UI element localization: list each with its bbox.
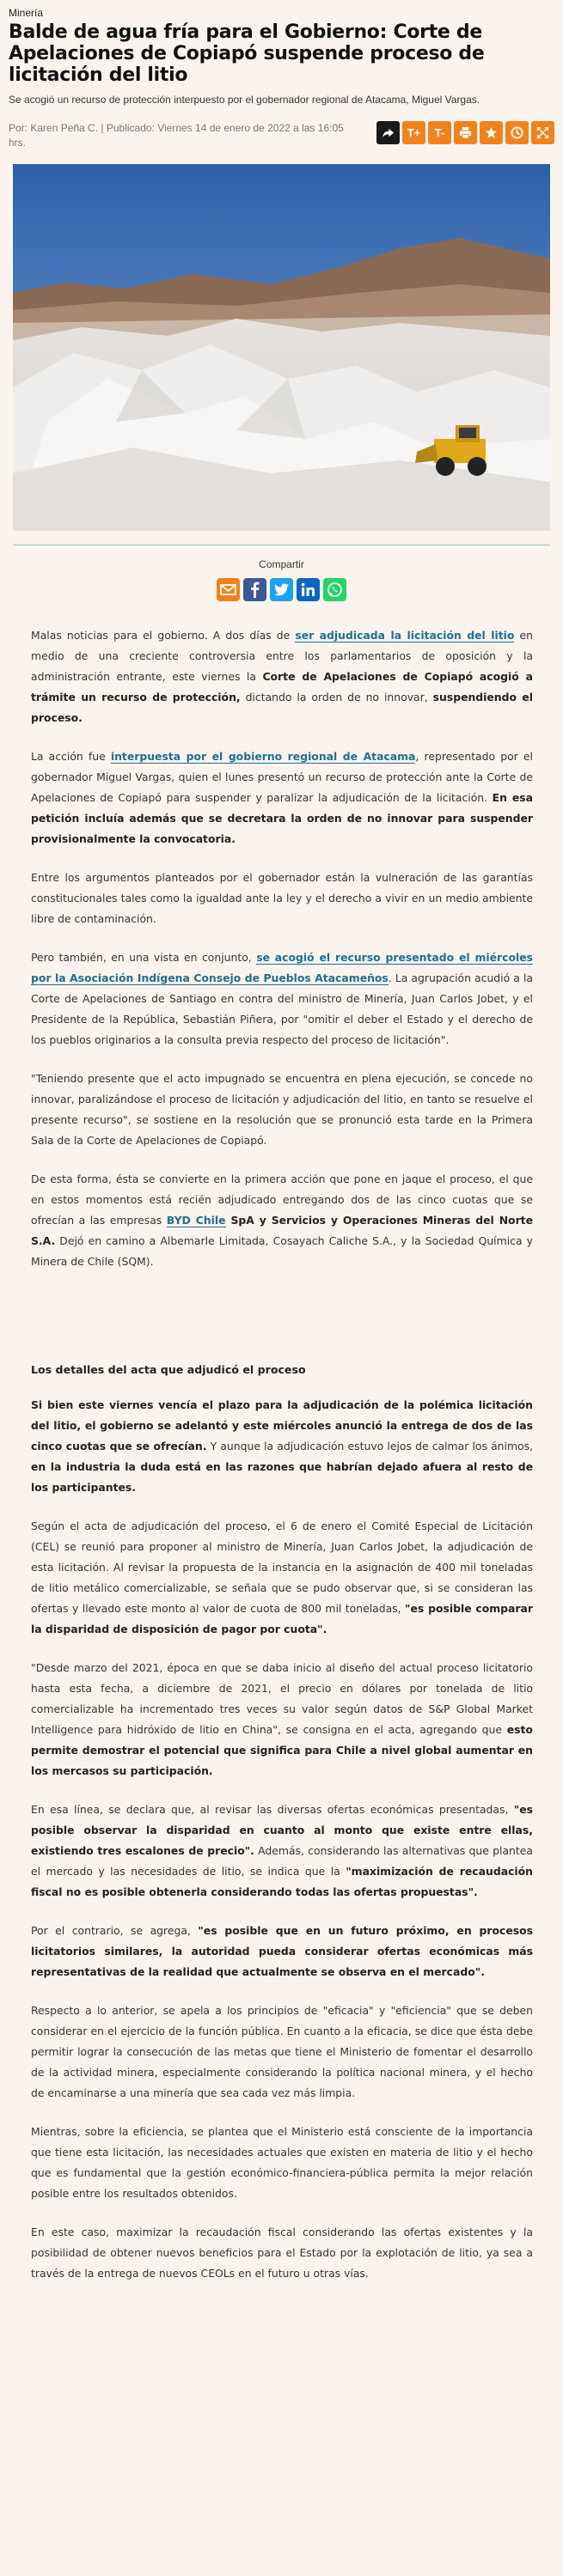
- facebook-share-button[interactable]: [243, 578, 266, 601]
- article-toolbar: [376, 121, 554, 144]
- facebook-icon: [243, 578, 266, 601]
- byline: Por: Karen Peña C. | Publicado: Viernes 14 de enero de 2022 a las 16:05 hrs.: [9, 122, 344, 149]
- share-arrow-icon: [382, 126, 395, 139]
- paragraph: Respecto a lo anterior, se apela a los principios de "eficacia" y "eficiencia" que se deben considerar en el ejercicio de la función pública. En cuanto a la eficacia, se dice que ésta debe permitir lograr la consecución de las metas que tiene el Ministerio de fomentar el desarrollo de la actividad minera, especialmente considerando la política nacional minera, y el hecho de encaminarse a una minería que sea cada vez más limpia.: [31, 2004, 533, 2099]
- paragraph: Pero también, en una vista en conjunto, se acogió el recurso presentado el miércoles por la Asociación Indígena Consejo de Pueblos Atacameños. La agrupación acudió a la Corte de Apelaciones de Santiago en contra del ministro de Minería, Juan Carlos Jobet, y el Presidente de la República, Sebastián Piñera, por "omitir el deber el Estado y el derecho de los pueblos originarios a la consulta previa respecto del proceso de licitación".: [31, 951, 533, 1046]
- article-body: [0, 625, 563, 2284]
- history-button[interactable]: [505, 121, 529, 144]
- print-button[interactable]: [454, 121, 477, 144]
- inline-link[interactable]: BYD Chile: [166, 1214, 226, 1227]
- paragraph: "Desde marzo del 2021, época en que se daba inicio al diseño del actual proceso licitatorio hasta esta fecha, a diciembre de 2021, el precio en dólares por tonelada de litio comercializable ha incrementado tres veces su valor según datos de S&P Global Market Intelligence para hidróxido de litio en China", se consigna en el acta, agregando que esto permite demostrar el potencial que significa para Chile a nivel global aumentar en los mercasos su participación.: [31, 1661, 533, 1777]
- star-icon: [485, 126, 498, 139]
- email-icon: [217, 578, 240, 601]
- paragraph: "Teniendo presente que el acto impugnado se encuentra en plena ejecución, se concede no innovar, paralizándose el proceso de licitación y adjudicación del litio, en tanto se resuelve el presente recurso", se sostiene en la resolución que se pronunció esta tarde en la Primera Sala de la Corte de Apelaciones de Copiapó.: [31, 1072, 533, 1147]
- paragraph: Por el contrario, se agrega, "es posible que en un futuro próximo, en procesos licitatorios similares, la autoridad pueda considerar ofertas económicas más representativas de la realidad que actualmente se observa en el mercado".: [31, 1924, 533, 1978]
- twitter-share-button[interactable]: [270, 578, 293, 601]
- share-block: [0, 558, 563, 601]
- whatsapp-share-button[interactable]: [323, 578, 346, 601]
- article-header: [0, 0, 563, 150]
- paragraph: De esta forma, ésta se convierte en la primera acción que pone en jaque el proceso, el que en estos momentos está recién adjudicado entregando dos de las cinco cuotas que se ofrecían a las empresas BYD Chile SpA y Servicios y Operaciones Mineras del Norte S.A. Dejó en camino a Albemarle Limitada, Cosayach Caliche S.A., y la Sociedad Química y Minera de Chile (SQM).: [31, 1172, 534, 1268]
- expand-icon: [536, 126, 549, 139]
- share-label: Compartir: [259, 558, 304, 570]
- meta-row: [9, 121, 554, 150]
- share-icons: [0, 578, 563, 601]
- font-decrease-button[interactable]: T-: [428, 121, 451, 144]
- salt-flat-photo: [13, 164, 550, 531]
- inline-link[interactable]: interpuesta por el gobierno regional de Atacama: [110, 750, 416, 763]
- whatsapp-icon: [323, 578, 346, 601]
- font-increase-button[interactable]: T+: [402, 121, 425, 144]
- clock-icon: [511, 126, 523, 139]
- fullscreen-button[interactable]: [531, 121, 554, 144]
- subtitle: Se acogió un recurso de protección interpuesto por el gobernador regional de Atacama, Miguel Vargas.: [9, 94, 480, 106]
- paragraph: Si bien este viernes vencía el plazo para la adjudicación de la polémica licitación del litio, el gobierno se adelantó y este miércoles anunció la entrega de dos de las cinco cuotas que se ofrecían. Y aunque la adjudicación estuvo lejos de calmar los ánimos, en la industria la duda está en las razones que habrían dejado afuera al resto de los participantes.: [31, 1398, 534, 1494]
- ad-spacer: [31, 1290, 533, 1363]
- twitter-icon: [270, 578, 293, 601]
- favorite-button[interactable]: [480, 121, 503, 144]
- paragraph: Malas noticias para el gobierno. A dos días de ser adjudicada la licitación del litio en medio de una creciente controversia entre los parlamentarios de oposición y la administración entrante, este viernes la Corte de Apelaciones de Copiapó acogió a trámite un recurso de protección, dictando la orden de no innovar, suspendiendo el proceso.: [31, 629, 533, 724]
- paragraph: La acción fue interpuesta por el gobierno regional de Atacama, representado por el gobernador Miguel Vargas, quien el lunes presentó un recurso de protección ante la Corte de Apelaciones de Copiapó para suspender y paralizar la adjudicación de la licitación. En esa petición incluía además que se decretara la orden de no innovar para suspender provisionalmente la convocatoria.: [31, 750, 533, 845]
- share-arrow-button[interactable]: [376, 121, 400, 144]
- email-share-button[interactable]: [217, 578, 240, 601]
- paragraph: Entre los argumentos planteados por el gobernador están la vulneración de las garantías constitucionales tales como la igualdad ante la ley y el derecho a vivir en un medio ambiente libre de contaminación.: [31, 871, 533, 925]
- section-tag[interactable]: Minería: [9, 7, 44, 19]
- paragraph: En este caso, maximizar la recaudación fiscal considerando las ofertas existentes y la posibilidad de obtener nuevos beneficios para el Estado por la explotación de litio, ya sea a través de la entrega de nuevos CEOLs en el futuro u otras vías.: [31, 2226, 533, 2280]
- paragraph: Mientras, sobre la eficiencia, se plantea que el Ministerio está consciente de la importancia que tiene esta licitación, las necesidades actuales que existen en materia de litio y el hecho que es fundamental que la gestión económico-financiera-pública permita la mejor relación posible entre los resultados obtenidos.: [31, 2125, 533, 2200]
- linkedin-share-button[interactable]: [297, 578, 320, 601]
- linkedin-icon: [297, 578, 320, 601]
- paragraph: Según el acta de adjudicación del proceso, el 6 de enero el Comité Especial de Licitación (CEL) se reunió para proponer al ministro de Minería, Juan Carlos Jobet, la adjudicación de esta licitación. Al revisar la propuesta de la instancia en la asignación de 400 mil toneladas de litio metálico comercializable, se señala que se pudo observar que, si se consideran las ofertas y llevado este monto al valor de cuota de 800 mil toneladas, "es posible comparar la disparidad de disposición de pagor por cuota".: [31, 1519, 533, 1635]
- inline-link[interactable]: se acogió el recurso presentado el miércoles por la Asociación Indígena Consejo de Pueblos Atacameños: [31, 951, 533, 984]
- print-icon: [459, 126, 472, 139]
- hero-image: [13, 164, 550, 531]
- inline-link[interactable]: ser adjudicada la licitación del litio: [295, 629, 515, 642]
- section-heading: Los detalles del acta que adjudicó el proceso: [31, 1363, 306, 1376]
- paragraph: En esa línea, se declara que, al revisar las diversas ofertas económicas presentadas, "es posible observar la disparidad en cuanto al monto que existe entre ellas, existiendo tres escalones de precio". Además, considerando las alternativas que plantea el mercado y las necesidades de litio, se indica que la "maximización de recaudación fiscal no es posible obtenerla considerando todas las ofertas propuestas".: [31, 1803, 533, 1898]
- headline: Balde de agua fría para el Gobierno: Corte de Apelaciones de Copiapó suspende proceso de licitación del litio: [9, 21, 485, 86]
